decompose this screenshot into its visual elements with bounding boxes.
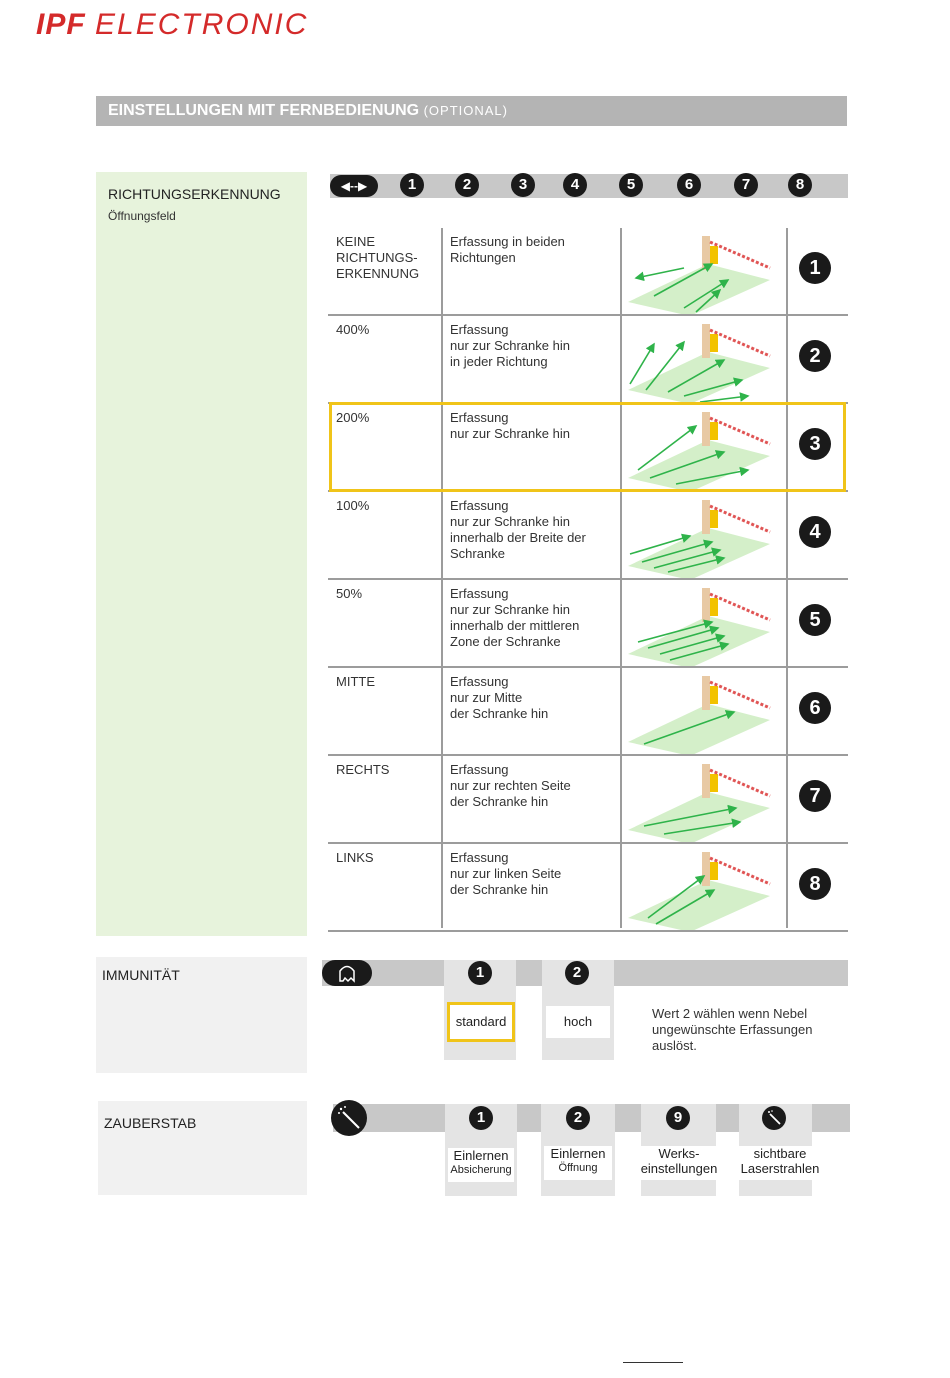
ground-area (628, 792, 770, 842)
logo-name: ELECTRONIC (95, 8, 309, 41)
barrier-detection-illustration (624, 230, 774, 314)
barrier-detection-illustration (624, 846, 774, 930)
richtung-title: RICHTUNGSERKENNUNG (108, 186, 281, 202)
logo-brand: IPF (36, 8, 86, 41)
row-label: 50% (336, 586, 363, 601)
option-standard[interactable]: standard (447, 1002, 515, 1042)
barrier-post (702, 324, 710, 358)
direction-arrows-icon: ◀--▶ (330, 175, 378, 197)
row-description: Erfassung nur zur Schranke hin innerhalb der mittleren Zone der Schranke (450, 586, 580, 649)
sensor-icon (710, 334, 718, 352)
option-main-label: sichtbare (753, 1146, 807, 1161)
table-row-divider (328, 666, 848, 668)
row-label: 200% (336, 410, 370, 425)
row-description: Erfassung nur zur Mitte der Schranke hin (450, 674, 549, 721)
table-row-divider (328, 314, 848, 316)
row-value-badge: 7 (799, 780, 831, 812)
richtung-key-8[interactable]: 8 (788, 173, 812, 197)
sensor-icon (710, 774, 718, 792)
row-description: Erfassung in beiden Richtungen (450, 234, 565, 265)
immunitaet-key-2[interactable]: 2 (565, 961, 589, 985)
ground-area (628, 616, 770, 666)
sensor-icon (710, 598, 718, 616)
row-label: 100% (336, 498, 370, 513)
option-einlernen-oeffnung[interactable] (544, 1146, 612, 1180)
row-label: MITTE (336, 674, 375, 689)
option-einlernen-absicherung[interactable] (448, 1148, 514, 1182)
option-sub-label: einstellungen (640, 1161, 718, 1176)
richtung-key-1[interactable]: 1 (400, 173, 424, 197)
option-hoch[interactable]: hoch (546, 1006, 610, 1038)
row-value-badge: 8 (799, 868, 831, 900)
barrier-arm (710, 506, 770, 532)
ground-area (628, 352, 770, 402)
table-row-divider (328, 578, 848, 580)
barrier-post (702, 588, 710, 622)
row-label: 400% (336, 322, 370, 337)
option-sub-label: Laserstrahlen (740, 1161, 820, 1176)
row-description: Erfassung nur zur Schranke hin (450, 410, 570, 441)
row-value-badge: 3 (799, 428, 831, 460)
row-value-badge: 1 (799, 252, 831, 284)
sensor-icon (710, 510, 718, 528)
row-description: Erfassung nur zur Schranke hin innerhalb der Breite der Schranke (450, 498, 586, 561)
barrier-post (702, 676, 710, 710)
barrier-detection-illustration (624, 758, 774, 842)
table-row-divider (328, 842, 848, 844)
richtung-key-7[interactable]: 7 (734, 173, 758, 197)
barrier-detection-illustration (624, 318, 774, 402)
magic-wand-icon (331, 1100, 367, 1136)
row-description: Erfassung nur zur rechten Seite der Schranke hin (450, 762, 571, 809)
barrier-detection-illustration (624, 582, 774, 666)
laser-wand-key-icon[interactable] (762, 1106, 786, 1130)
row-value-badge: 4 (799, 516, 831, 548)
richtung-key-2[interactable]: 2 (455, 173, 479, 197)
page-title: EINSTELLUNGEN MIT FERNBEDIENUNG (108, 102, 420, 119)
barrier-post (702, 852, 710, 886)
row-value-badge: 2 (799, 340, 831, 372)
footer-line (623, 1362, 683, 1363)
option-main-label: Einlernen (550, 1146, 606, 1161)
option-sub-label: Absicherung (450, 1164, 512, 1176)
option-main-label: Werks- (658, 1146, 700, 1161)
table-row-divider (328, 754, 848, 756)
ground-area (628, 704, 770, 754)
barrier-arm (710, 594, 770, 620)
section-header (96, 96, 847, 126)
sensor-icon (710, 862, 718, 880)
immunitaet-key-1[interactable]: 1 (468, 961, 492, 985)
immunitaet-note: Wert 2 wählen wenn Nebel ungewünschte Erfassungen auslöst. (652, 1006, 813, 1053)
selected-row-highlight (329, 402, 846, 492)
barrier-detection-illustration (624, 670, 774, 754)
immunitaet-title: IMMUNITÄT (102, 967, 180, 983)
ghost-icon (322, 960, 372, 986)
zauberstab-title: ZAUBERSTAB (104, 1115, 197, 1131)
barrier-post (702, 764, 710, 798)
row-label: KEINE RICHTUNGS- ERKENNUNG (336, 234, 420, 281)
barrier-arm (710, 858, 770, 884)
option-sichtbare-laserstrahlen[interactable] (738, 1146, 822, 1180)
row-label: RECHTS (336, 762, 390, 777)
zauberstab-key-1[interactable]: 1 (469, 1106, 493, 1130)
zauberstab-key-9[interactable]: 9 (666, 1106, 690, 1130)
row-description: Erfassung nur zur linken Seite der Schranke hin (450, 850, 562, 897)
richtung-key-4[interactable]: 4 (563, 173, 587, 197)
detection-arrow (636, 268, 684, 278)
sensor-icon (710, 246, 718, 264)
barrier-arm (710, 330, 770, 356)
richtung-key-6[interactable]: 6 (677, 173, 701, 197)
barrier-arm (710, 242, 770, 268)
barrier-arm (710, 682, 770, 708)
ground-area (628, 528, 770, 578)
richtung-label-panel (96, 172, 307, 936)
barrier-arm (710, 770, 770, 796)
richtung-key-3[interactable]: 3 (511, 173, 535, 197)
page-title-suffix: (OPTIONAL) (423, 103, 508, 118)
row-label: LINKS (336, 850, 374, 865)
option-sub-label: Öffnung (558, 1162, 598, 1174)
table-row-divider (328, 930, 848, 932)
ground-area (628, 880, 770, 930)
richtung-key-5[interactable]: 5 (619, 173, 643, 197)
richtung-subtitle: Öffnungsfeld (108, 209, 176, 223)
zauberstab-key-2[interactable]: 2 (566, 1106, 590, 1130)
barrier-detection-illustration (624, 494, 774, 578)
row-value-badge: 5 (799, 604, 831, 636)
company-logo (36, 8, 308, 42)
row-value-badge: 6 (799, 692, 831, 724)
row-description: Erfassung nur zur Schranke hin in jeder Richtung (450, 322, 570, 369)
barrier-post (702, 500, 710, 534)
option-main-label: Einlernen (453, 1148, 509, 1163)
detection-arrow (630, 344, 654, 384)
option-werkseinstellungen[interactable] (638, 1146, 720, 1180)
sensor-icon (710, 686, 718, 704)
